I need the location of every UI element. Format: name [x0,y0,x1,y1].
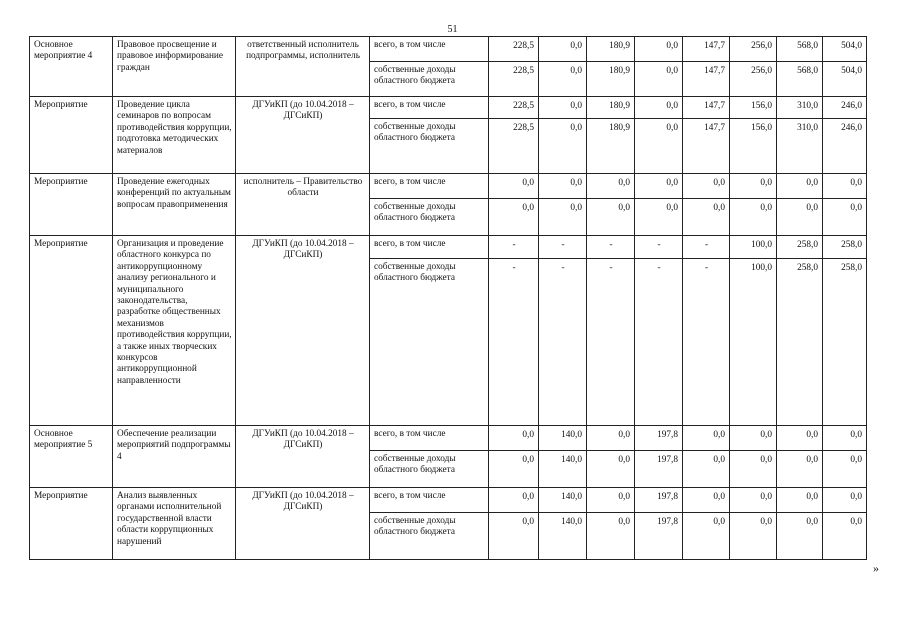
amount-cell: 310,0 [777,119,823,174]
funding-source-cell: собственные доходы областного бюджета [370,62,489,97]
budget-table [29,36,867,560]
measure-type-cell: Основное мероприятие 4 [30,37,113,97]
measure-name-cell: Правовое просвещение и правовое информирование граждан [113,37,236,97]
amount-cell: 0,0 [823,174,867,199]
amount-cell: 258,0 [823,259,867,426]
measure-name-cell: Организация и проведение областного конкурса по антикоррупционному анализу регионального и муниципального законодательства, разработке общественных механизмов противодействия коррупции, а также иных творческих конкурсов антикоррупционной направленности [113,236,236,426]
amount-cell: - [587,259,635,426]
amount-cell: 258,0 [777,259,823,426]
funding-source-cell: всего, в том числе [370,426,489,451]
budget-table-body [30,37,867,560]
amount-cell: 0,0 [730,451,777,488]
amount-cell: 156,0 [730,119,777,174]
amount-cell: 0,0 [730,199,777,236]
amount-cell: 0,0 [539,199,587,236]
amount-cell: 0,0 [823,199,867,236]
measure-type-cell: Мероприятие [30,236,113,426]
funding-source-cell: всего, в том числе [370,174,489,199]
amount-cell: 0,0 [489,199,539,236]
measure-type-cell: Мероприятие [30,97,113,174]
amount-cell: 0,0 [635,62,683,97]
amount-cell: 0,0 [539,119,587,174]
amount-cell: 147,7 [683,37,730,62]
amount-cell: 0,0 [777,199,823,236]
measure-type-cell: Мероприятие [30,488,113,560]
amount-cell: 0,0 [730,488,777,513]
amount-cell: 0,0 [587,426,635,451]
measure-name-cell: Обеспечение реализации мероприятий подпрограммы 4 [113,426,236,488]
page-number: 51 [447,24,458,35]
amount-cell: 140,0 [539,488,587,513]
amount-cell: 310,0 [777,97,823,119]
executor-cell: ДГУиКП (до 10.04.2018 – ДГСиКП) [236,426,370,488]
amount-cell: 0,0 [489,174,539,199]
amount-cell: - [635,236,683,259]
amount-cell: 0,0 [635,97,683,119]
amount-cell: - [587,236,635,259]
amount-cell: 0,0 [683,426,730,451]
amount-cell: 228,5 [489,97,539,119]
amount-cell: 256,0 [730,62,777,97]
amount-cell: 197,8 [635,488,683,513]
amount-cell: 0,0 [539,97,587,119]
funding-source-cell: всего, в том числе [370,488,489,513]
amount-cell: 180,9 [587,62,635,97]
amount-cell: 100,0 [730,236,777,259]
amount-cell: 0,0 [683,451,730,488]
amount-cell: - [635,259,683,426]
amount-cell: 0,0 [539,37,587,62]
table-row [30,426,867,451]
amount-cell: 0,0 [730,513,777,560]
amount-cell: 246,0 [823,97,867,119]
amount-cell: 258,0 [777,236,823,259]
amount-cell: 156,0 [730,97,777,119]
amount-cell: 246,0 [823,119,867,174]
amount-cell: - [539,259,587,426]
amount-cell: 0,0 [539,62,587,97]
amount-cell: 258,0 [823,236,867,259]
amount-cell: 140,0 [539,513,587,560]
amount-cell: 0,0 [587,488,635,513]
amount-cell: 0,0 [683,488,730,513]
amount-cell: 0,0 [489,451,539,488]
amount-cell: 147,7 [683,62,730,97]
amount-cell: 180,9 [587,37,635,62]
amount-cell: 140,0 [539,426,587,451]
amount-cell: 0,0 [489,513,539,560]
amount-cell: 0,0 [777,174,823,199]
table-row [30,174,867,199]
amount-cell: 0,0 [587,199,635,236]
table-row [30,37,867,62]
amount-cell: 0,0 [730,426,777,451]
amount-cell: 568,0 [777,62,823,97]
amount-cell: 0,0 [683,174,730,199]
amount-cell: 228,5 [489,37,539,62]
measure-type-cell: Основное мероприятие 5 [30,426,113,488]
amount-cell: 197,8 [635,451,683,488]
amount-cell: 0,0 [777,513,823,560]
amount-cell: - [683,259,730,426]
amount-cell: 0,0 [489,488,539,513]
funding-source-cell: собственные доходы областного бюджета [370,451,489,488]
amount-cell: - [539,236,587,259]
amount-cell: 568,0 [777,37,823,62]
funding-source-cell: всего, в том числе [370,97,489,119]
measure-name-cell: Анализ выявленных органами исполнительной государственной власти области коррупционных нарушений [113,488,236,560]
amount-cell: 0,0 [823,451,867,488]
amount-cell: - [683,236,730,259]
amount-cell: 0,0 [730,174,777,199]
amount-cell: 0,0 [823,488,867,513]
executor-cell: исполнитель – Правительство области [236,174,370,236]
amount-cell: 0,0 [777,451,823,488]
amount-cell: 0,0 [823,513,867,560]
amount-cell: 0,0 [635,199,683,236]
funding-source-cell: собственные доходы областного бюджета [370,513,489,560]
table-row [30,236,867,259]
amount-cell: 0,0 [823,426,867,451]
funding-source-cell: собственные доходы областного бюджета [370,259,489,426]
executor-cell: ДГУиКП (до 10.04.2018 – ДГСиКП) [236,97,370,174]
amount-cell: 0,0 [587,174,635,199]
amount-cell: 100,0 [730,259,777,426]
amount-cell: 0,0 [489,426,539,451]
amount-cell: 0,0 [587,513,635,560]
budget-table-container [29,36,867,560]
executor-cell: ответственный исполнитель подпрограммы, исполнитель [236,37,370,97]
funding-source-cell: всего, в том числе [370,236,489,259]
amount-cell: 228,5 [489,62,539,97]
amount-cell: 504,0 [823,62,867,97]
amount-cell: 180,9 [587,119,635,174]
amount-cell: - [489,259,539,426]
amount-cell: 256,0 [730,37,777,62]
table-row [30,488,867,513]
amount-cell: 0,0 [635,119,683,174]
amount-cell: 147,7 [683,119,730,174]
amount-cell: 147,7 [683,97,730,119]
funding-source-cell: собственные доходы областного бюджета [370,199,489,236]
amount-cell: 0,0 [539,174,587,199]
amount-cell: 0,0 [683,199,730,236]
amount-cell: 504,0 [823,37,867,62]
amount-cell: 197,8 [635,426,683,451]
measure-type-cell: Мероприятие [30,174,113,236]
amount-cell: 0,0 [683,513,730,560]
amount-cell: 228,5 [489,119,539,174]
measure-name-cell: Проведение цикла семинаров по вопросам противодействия коррупции, подготовка методических материалов [113,97,236,174]
amount-cell: 197,8 [635,513,683,560]
executor-cell: ДГУиКП (до 10.04.2018 – ДГСиКП) [236,236,370,426]
amount-cell: 140,0 [539,451,587,488]
executor-cell: ДГУиКП (до 10.04.2018 – ДГСиКП) [236,488,370,560]
amount-cell: 0,0 [635,174,683,199]
amount-cell: 0,0 [777,426,823,451]
amount-cell: 180,9 [587,97,635,119]
amount-cell: 0,0 [777,488,823,513]
amount-cell: 0,0 [635,37,683,62]
closing-quote-mark: » [873,561,879,575]
funding-source-cell: всего, в том числе [370,37,489,62]
measure-name-cell: Проведение ежегодных конференций по актуальным вопросам правоприменения [113,174,236,236]
table-row [30,97,867,119]
amount-cell: - [489,236,539,259]
funding-source-cell: собственные доходы областного бюджета [370,119,489,174]
amount-cell: 0,0 [587,451,635,488]
